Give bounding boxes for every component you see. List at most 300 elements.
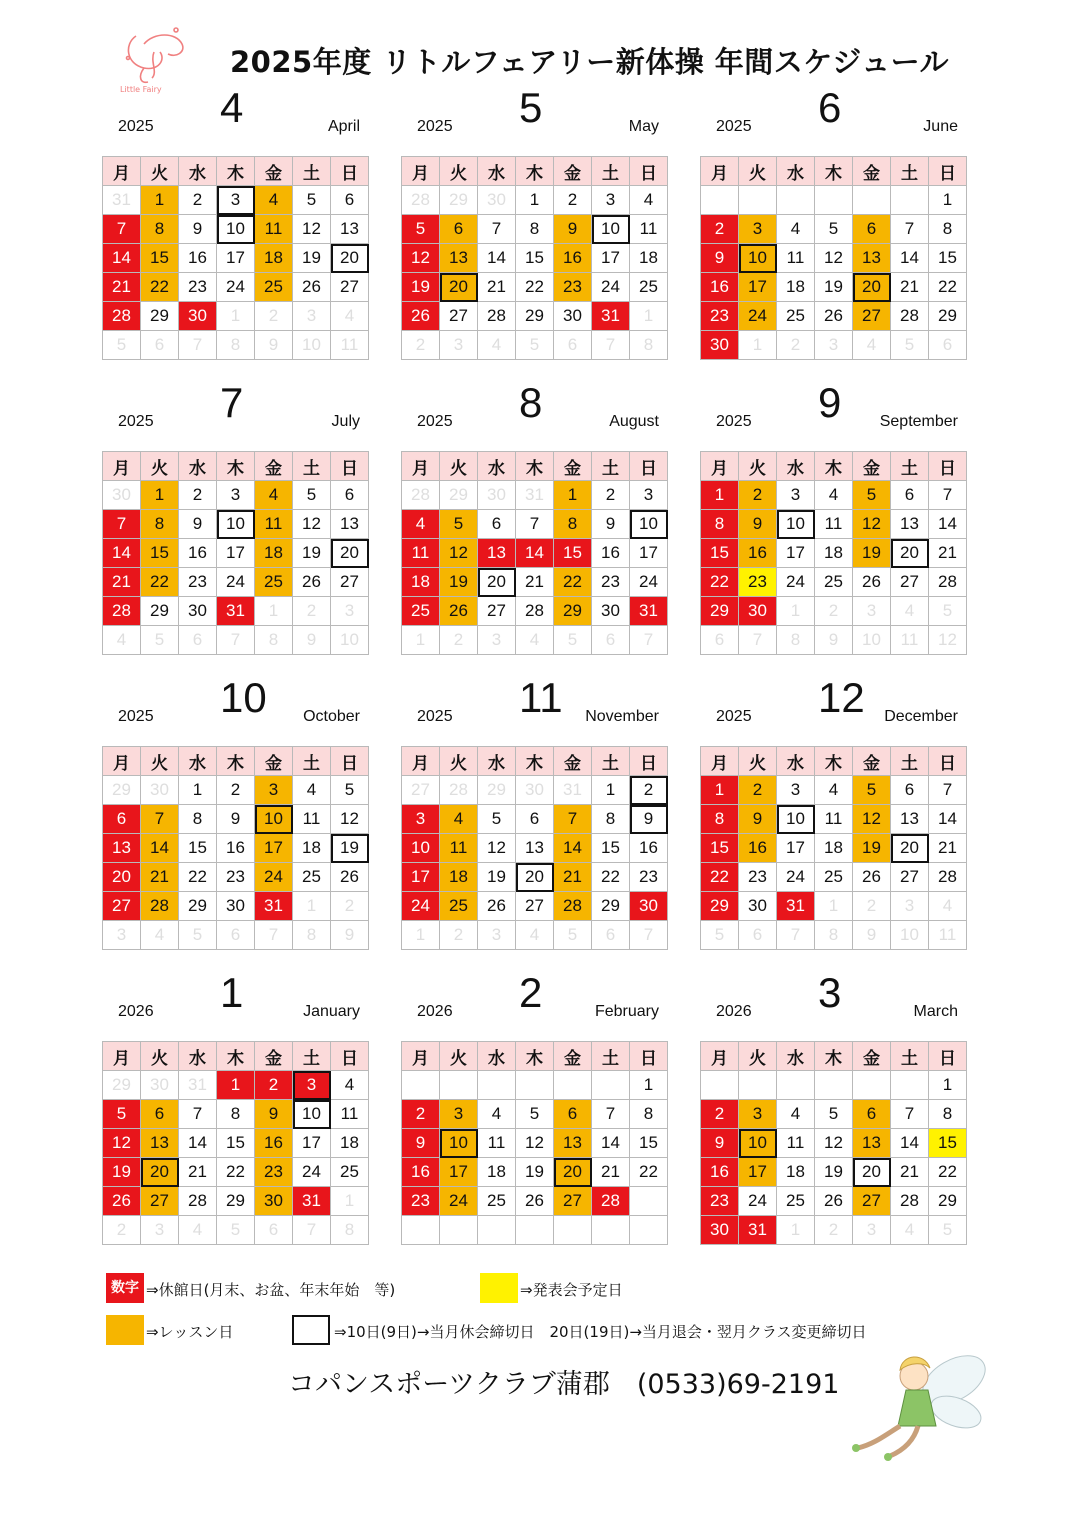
fairy-logo-icon [114, 22, 204, 100]
month-grid [102, 746, 369, 950]
day-cell: 5 [815, 215, 853, 244]
weekday-header: 土 [592, 1042, 630, 1071]
weekday-header: 木 [516, 157, 554, 186]
day-cell: 14 [478, 244, 516, 273]
day-cell: 10 [891, 921, 929, 950]
day-cell: 2 [592, 481, 630, 510]
day-cell: 5 [554, 921, 592, 950]
day-cell: 29 [141, 302, 179, 331]
month-number: 12 [818, 674, 865, 721]
day-cell: 18 [478, 1158, 516, 1187]
day-cell: 30 [141, 1071, 179, 1100]
month-calendar [102, 969, 364, 1267]
weekday-header: 火 [739, 157, 777, 186]
day-cell: 20 [516, 863, 554, 892]
day-cell: 9 [331, 921, 369, 950]
day-cell: 6 [853, 1100, 891, 1129]
day-cell: 10 [255, 805, 293, 834]
day-cell: 14 [103, 244, 141, 273]
weekday-header: 日 [630, 157, 668, 186]
day-cell: 6 [516, 805, 554, 834]
day-cell: 25 [255, 273, 293, 302]
day-cell: 23 [739, 568, 777, 597]
day-cell: 22 [929, 273, 967, 302]
day-cell: 11 [630, 215, 668, 244]
day-cell [630, 1187, 668, 1216]
day-cell: 2 [179, 481, 217, 510]
day-cell: 14 [103, 539, 141, 568]
day-cell: 21 [103, 273, 141, 302]
weekday-header: 日 [331, 747, 369, 776]
day-cell: 9 [179, 510, 217, 539]
weekday-header: 月 [402, 157, 440, 186]
day-cell: 13 [516, 834, 554, 863]
week-row [103, 331, 369, 360]
day-cell: 2 [815, 1216, 853, 1245]
day-cell: 5 [853, 481, 891, 510]
weekday-header: 金 [853, 747, 891, 776]
day-cell: 31 [516, 481, 554, 510]
weekday-header: 木 [815, 452, 853, 481]
day-cell: 12 [516, 1129, 554, 1158]
day-cell: 9 [255, 331, 293, 360]
day-cell: 5 [141, 626, 179, 655]
week-row [103, 834, 369, 863]
week-row [701, 568, 967, 597]
day-cell: 26 [516, 1187, 554, 1216]
day-cell: 1 [179, 776, 217, 805]
weekday-header: 金 [554, 157, 592, 186]
day-cell: 14 [516, 539, 554, 568]
week-row [103, 273, 369, 302]
day-cell: 3 [891, 892, 929, 921]
day-cell: 8 [255, 626, 293, 655]
week-row [103, 215, 369, 244]
weekday-header: 金 [554, 747, 592, 776]
day-cell: 16 [630, 834, 668, 863]
day-cell: 1 [217, 302, 255, 331]
weekday-header: 木 [815, 747, 853, 776]
month-year: 2025 [417, 118, 453, 135]
day-cell: 9 [217, 805, 255, 834]
month-header [700, 379, 962, 447]
month-name: August [609, 413, 659, 430]
month-header [401, 379, 663, 447]
weekday-header: 火 [440, 747, 478, 776]
day-cell: 23 [179, 568, 217, 597]
day-cell: 3 [255, 776, 293, 805]
month-grid [401, 1041, 668, 1245]
legend-holiday-label: ⇒休館日(月末、お盆、年末年始 等) [146, 1281, 396, 1299]
weekday-header: 木 [217, 747, 255, 776]
week-row [701, 1216, 967, 1245]
day-cell: 9 [739, 805, 777, 834]
day-cell: 19 [815, 273, 853, 302]
week-row [402, 481, 668, 510]
week-row [701, 597, 967, 626]
day-cell: 1 [402, 626, 440, 655]
day-cell: 23 [592, 568, 630, 597]
day-cell: 28 [478, 302, 516, 331]
day-cell: 30 [739, 892, 777, 921]
day-cell: 1 [217, 1071, 255, 1100]
day-cell: 29 [929, 1187, 967, 1216]
day-cell: 12 [440, 539, 478, 568]
day-cell: 1 [739, 331, 777, 360]
month-calendar [401, 674, 663, 972]
day-cell: 15 [592, 834, 630, 863]
month-number: 1 [220, 969, 244, 1016]
week-row [701, 539, 967, 568]
day-cell: 2 [701, 1100, 739, 1129]
day-cell: 27 [853, 1187, 891, 1216]
day-cell: 9 [815, 626, 853, 655]
weekday-header: 水 [179, 747, 217, 776]
week-row [701, 302, 967, 331]
day-cell: 9 [293, 626, 331, 655]
day-cell: 12 [815, 1129, 853, 1158]
weekday-header: 金 [554, 452, 592, 481]
fairy-logo [114, 22, 204, 100]
contact-info: コパンスポーツクラブ蒲郡 (0533)69-2191 [288, 1369, 840, 1400]
day-cell: 4 [516, 921, 554, 950]
weekday-header: 月 [103, 1042, 141, 1071]
day-cell: 4 [255, 186, 293, 215]
month-number: 8 [519, 379, 543, 426]
weekday-header: 火 [141, 157, 179, 186]
day-cell: 23 [739, 863, 777, 892]
day-cell: 23 [402, 1187, 440, 1216]
day-cell: 16 [179, 244, 217, 273]
day-cell: 3 [853, 597, 891, 626]
month-number: 3 [818, 969, 842, 1016]
day-cell: 3 [592, 186, 630, 215]
day-cell: 26 [293, 273, 331, 302]
day-cell: 17 [402, 863, 440, 892]
month-year: 2025 [118, 413, 154, 430]
day-cell: 28 [516, 597, 554, 626]
month-calendar [700, 674, 962, 972]
day-cell: 8 [141, 510, 179, 539]
week-row [402, 834, 668, 863]
day-cell: 8 [777, 626, 815, 655]
day-cell: 8 [630, 331, 668, 360]
day-cell: 30 [478, 186, 516, 215]
day-cell: 24 [217, 273, 255, 302]
day-cell: 22 [141, 273, 179, 302]
day-cell [478, 1216, 516, 1245]
day-cell: 16 [217, 834, 255, 863]
day-cell [853, 1071, 891, 1100]
weekday-header: 金 [255, 747, 293, 776]
month-header [401, 84, 663, 152]
day-cell: 12 [478, 834, 516, 863]
fairy-icon [844, 1340, 994, 1470]
week-row [701, 331, 967, 360]
day-cell: 14 [891, 1129, 929, 1158]
day-cell: 3 [103, 921, 141, 950]
day-cell: 19 [516, 1158, 554, 1187]
day-cell: 10 [853, 626, 891, 655]
weekday-header: 土 [891, 452, 929, 481]
day-cell: 8 [630, 1100, 668, 1129]
day-cell [777, 1071, 815, 1100]
day-cell: 16 [402, 1158, 440, 1187]
month-grid [401, 746, 668, 950]
day-cell: 10 [440, 1129, 478, 1158]
day-cell: 8 [929, 1100, 967, 1129]
day-cell: 9 [701, 244, 739, 273]
day-cell: 3 [293, 302, 331, 331]
weekday-header: 水 [777, 157, 815, 186]
day-cell: 27 [402, 776, 440, 805]
day-cell: 26 [478, 892, 516, 921]
day-cell: 31 [293, 1187, 331, 1216]
day-cell [402, 1216, 440, 1245]
day-cell: 10 [331, 626, 369, 655]
weekday-header: 金 [853, 157, 891, 186]
day-cell [630, 1216, 668, 1245]
weekday-header: 日 [929, 747, 967, 776]
weekday-header-row [701, 747, 967, 776]
day-cell: 27 [891, 568, 929, 597]
day-cell: 29 [440, 186, 478, 215]
day-cell: 31 [777, 892, 815, 921]
day-cell [815, 186, 853, 215]
day-cell: 12 [815, 244, 853, 273]
month-calendar [102, 379, 364, 677]
day-cell: 4 [402, 510, 440, 539]
day-cell: 26 [293, 568, 331, 597]
day-cell: 13 [853, 244, 891, 273]
day-cell: 1 [141, 186, 179, 215]
week-row [402, 626, 668, 655]
day-cell: 28 [141, 892, 179, 921]
day-cell: 15 [929, 1129, 967, 1158]
weekday-header: 日 [630, 747, 668, 776]
day-cell: 30 [630, 892, 668, 921]
week-row [103, 539, 369, 568]
month-name: March [913, 1003, 958, 1020]
month-grid [700, 156, 967, 360]
month-year: 2025 [118, 708, 154, 725]
day-cell: 14 [179, 1129, 217, 1158]
day-cell: 19 [853, 539, 891, 568]
weekday-header: 日 [331, 452, 369, 481]
weekday-header-row [701, 157, 967, 186]
day-cell: 3 [440, 331, 478, 360]
day-cell: 6 [179, 626, 217, 655]
day-cell [891, 1071, 929, 1100]
month-year: 2025 [716, 708, 752, 725]
day-cell: 6 [739, 921, 777, 950]
day-cell: 6 [331, 186, 369, 215]
day-cell: 7 [141, 805, 179, 834]
day-cell: 5 [929, 597, 967, 626]
logo-text: Little Fairy [120, 85, 162, 94]
day-cell: 11 [929, 921, 967, 950]
day-cell: 3 [478, 626, 516, 655]
day-cell: 19 [402, 273, 440, 302]
week-row [103, 1216, 369, 1245]
week-row [103, 244, 369, 273]
day-cell: 9 [402, 1129, 440, 1158]
day-cell: 4 [929, 892, 967, 921]
week-row [402, 1129, 668, 1158]
day-cell: 26 [440, 597, 478, 626]
day-cell: 7 [179, 331, 217, 360]
month-header [102, 379, 364, 447]
day-cell: 1 [777, 1216, 815, 1245]
day-cell: 25 [440, 892, 478, 921]
day-cell: 2 [217, 776, 255, 805]
day-cell: 15 [554, 539, 592, 568]
day-cell: 30 [103, 481, 141, 510]
day-cell: 5 [701, 921, 739, 950]
day-cell: 17 [255, 834, 293, 863]
day-cell: 29 [103, 776, 141, 805]
day-cell: 25 [293, 863, 331, 892]
day-cell: 4 [891, 597, 929, 626]
week-row [402, 331, 668, 360]
day-cell: 12 [331, 805, 369, 834]
day-cell: 5 [440, 510, 478, 539]
day-cell: 13 [891, 805, 929, 834]
day-cell: 4 [440, 805, 478, 834]
day-cell: 9 [179, 215, 217, 244]
month-calendar [700, 84, 962, 382]
day-cell: 28 [103, 302, 141, 331]
weekday-header-row [103, 1042, 369, 1071]
day-cell: 28 [402, 481, 440, 510]
week-row [103, 302, 369, 331]
day-cell: 18 [255, 539, 293, 568]
day-cell: 3 [440, 1100, 478, 1129]
day-cell: 24 [777, 568, 815, 597]
day-cell: 15 [516, 244, 554, 273]
day-cell: 18 [440, 863, 478, 892]
day-cell: 31 [217, 597, 255, 626]
day-cell: 24 [217, 568, 255, 597]
day-cell: 6 [478, 510, 516, 539]
month-name: January [303, 1003, 360, 1020]
day-cell: 30 [141, 776, 179, 805]
day-cell: 2 [777, 331, 815, 360]
day-cell: 12 [293, 215, 331, 244]
day-cell [478, 1071, 516, 1100]
weekday-header: 日 [630, 1042, 668, 1071]
day-cell: 5 [217, 1216, 255, 1245]
week-row [701, 834, 967, 863]
weekday-header-row [103, 452, 369, 481]
month-calendar [102, 674, 364, 972]
day-cell: 8 [592, 805, 630, 834]
month-year: 2026 [417, 1003, 453, 1020]
week-row [103, 568, 369, 597]
day-cell: 7 [891, 215, 929, 244]
day-cell: 7 [103, 215, 141, 244]
weekday-header: 木 [217, 157, 255, 186]
week-row [103, 1100, 369, 1129]
week-row [701, 186, 967, 215]
day-cell: 6 [891, 776, 929, 805]
day-cell: 28 [891, 302, 929, 331]
day-cell: 20 [103, 863, 141, 892]
week-row [402, 1187, 668, 1216]
day-cell: 5 [331, 776, 369, 805]
day-cell: 28 [179, 1187, 217, 1216]
day-cell: 2 [179, 186, 217, 215]
legend-lesson-swatch [106, 1315, 144, 1345]
month-calendar [700, 969, 962, 1267]
day-cell: 2 [402, 331, 440, 360]
day-cell: 20 [554, 1158, 592, 1187]
weekday-header: 火 [440, 1042, 478, 1071]
day-cell: 3 [739, 215, 777, 244]
day-cell: 28 [402, 186, 440, 215]
day-cell: 5 [293, 186, 331, 215]
weekday-header: 日 [929, 1042, 967, 1071]
month-name: November [585, 708, 659, 725]
day-cell: 10 [739, 1129, 777, 1158]
day-cell: 8 [141, 215, 179, 244]
day-cell: 7 [592, 331, 630, 360]
legend-recital-label: ⇒発表会予定日 [520, 1281, 623, 1299]
legend-deadline-label: ⇒10日(9日)→当月休会締切日 20日(19日)→当月退会・翌月クラス変更締切日 [334, 1323, 867, 1341]
day-cell: 28 [929, 568, 967, 597]
day-cell: 3 [777, 776, 815, 805]
month-name: July [331, 413, 360, 430]
day-cell: 3 [478, 921, 516, 950]
day-cell: 1 [630, 302, 668, 331]
weekday-header: 水 [179, 452, 217, 481]
day-cell: 5 [478, 805, 516, 834]
day-cell: 3 [777, 481, 815, 510]
day-cell: 29 [179, 892, 217, 921]
weekday-header-row [402, 157, 668, 186]
day-cell: 4 [103, 626, 141, 655]
day-cell: 10 [739, 244, 777, 273]
weekday-header: 月 [402, 452, 440, 481]
weekday-header: 土 [293, 452, 331, 481]
week-row [701, 510, 967, 539]
day-cell [592, 1216, 630, 1245]
weekday-header: 水 [478, 747, 516, 776]
day-cell: 26 [853, 863, 891, 892]
month-number: 2 [519, 969, 543, 1016]
day-cell: 10 [217, 510, 255, 539]
day-cell: 5 [891, 331, 929, 360]
week-row [701, 626, 967, 655]
day-cell: 3 [331, 597, 369, 626]
week-row [103, 1129, 369, 1158]
day-cell: 22 [630, 1158, 668, 1187]
day-cell: 16 [701, 273, 739, 302]
day-cell: 24 [777, 863, 815, 892]
day-cell: 31 [554, 776, 592, 805]
day-cell: 16 [554, 244, 592, 273]
day-cell: 8 [217, 331, 255, 360]
day-cell: 12 [853, 805, 891, 834]
day-cell: 6 [103, 805, 141, 834]
day-cell: 27 [103, 892, 141, 921]
day-cell: 13 [478, 539, 516, 568]
day-cell: 4 [891, 1216, 929, 1245]
day-cell [701, 186, 739, 215]
day-cell: 24 [440, 1187, 478, 1216]
day-cell: 7 [777, 921, 815, 950]
weekday-header: 水 [478, 157, 516, 186]
